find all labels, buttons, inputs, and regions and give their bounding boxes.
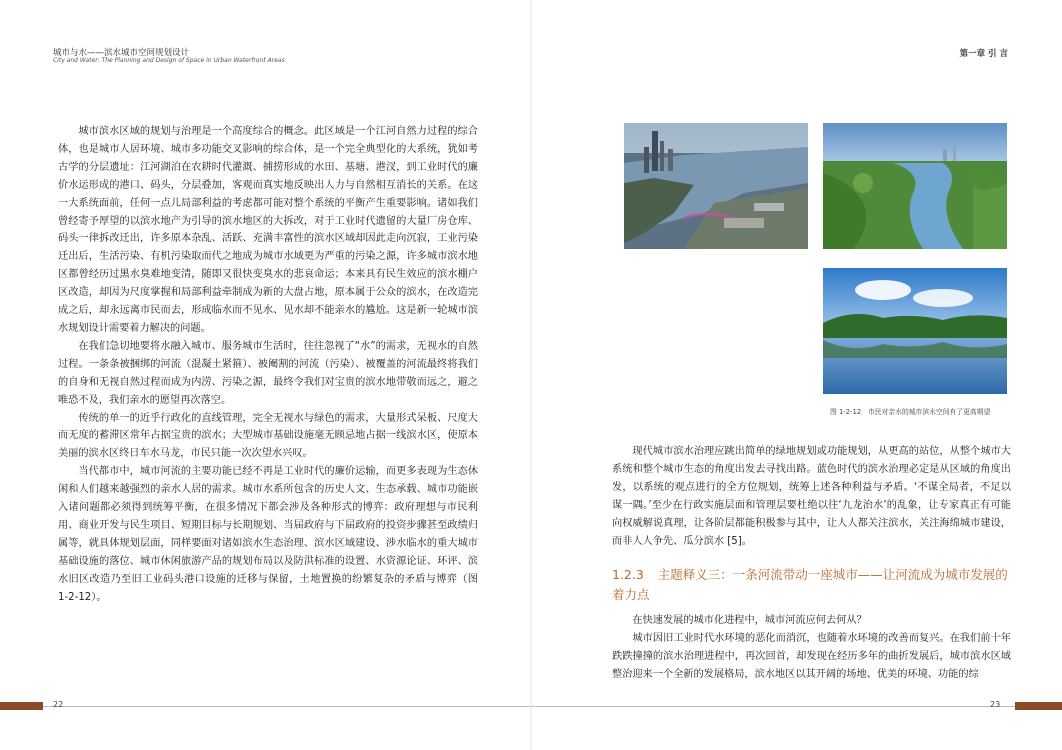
paragraph: 现代城市滨水治理应跳出简单的绿地规划或功能规划，从更高的站位，从整个城市大系统和整个城市生态的角度出发去寻找出路。蓝色时代的滨水治理必定是从区域的角度出发，以系统的观点进行的全方位规划，统筹上述各种利益与矛盾。‘不谋全局者，不足以谋一隅。’至少在行政实施层面和管理层要杜绝以往‘九龙治水’的乱象，让专家真正有可能向权威解说真理，让各阶层都能积极参与其中，让人人都关注滨水，关注海绵城市建设，而非人人争先、瓜分滨水 [5]。 bbox=[612, 446, 1011, 547]
section-number: 1.2.3 bbox=[612, 567, 644, 582]
page-number: 23 bbox=[990, 700, 1001, 709]
running-header-title: 城市与水——滨水城市空间规划设计 bbox=[53, 48, 190, 58]
footer-bar bbox=[1015, 702, 1062, 710]
paragraph: 在快速发展的城市化进程中，城市河流应何去何从？ bbox=[632, 615, 867, 626]
photo-green-river bbox=[823, 123, 1007, 249]
section-title: 主题释义三：一条河流带动一座城市——让河流成为城市发展的着力点 bbox=[612, 567, 1008, 602]
running-header-subtitle: City and Water: The Planning and Design of Space in Urban Waterfront Areas bbox=[53, 57, 285, 64]
paragraph: 城市因旧工业时代水环境的恶化而消沉，也随着水环境的改善而复兴。在我们前十年跌跌撞撞的滨水治理进程中，再次回首，却发现在经历多年的曲折发展后，城市滨水区域整治迎来一个全新的发展格局，滨水地区以其开阔的场地、优美的环境、功能的综 bbox=[612, 632, 1011, 680]
figure-caption: 图 1-2-12 市民对亲水的城市滨水空间有了更高期望 bbox=[830, 408, 991, 416]
photo-harbor-city bbox=[624, 123, 808, 249]
paragraph: 城市滨水区域的规划与治理是一个高度综合的概念。此区域是一个江河自然力过程的综合体，也是城市人居环境、城市多功能交叉影响的综合体，是一个完全典型化的大系统，犹如考古学的分层遗址：江河湖泊在农耕时代灌溉、捕捞形成的水田、基塘、港汊，到工业时代的廉价水运形成的港口、码头，分层叠加，客观而真实地反映出人力与自然相互消长的关系。在这一大系统面前，任何一点儿局部利益的考虑都可能对整个系统的平衡产生重要影响。诸如我们曾经寄予厚望的以滨水地产为引导的滨水地区的大拆改，对于工业时代遗留的大量厂房仓库、码头一律拆改迁出，许多原本杂乱、活跃、充满丰富性的滨水区域却因此走向沉寂，工业污染迁出后，生活污染、有机污染取而代之地成为城市水域更为严重的污染之源，许多城市滨水地区都曾经历过黑水臭难地变清，随即又很快变臭水的悲哀命运；本来具有民生效应的滨水棚户区改造，却因为尺度掌握和局部利益牵制成为新的大盘占地，原本属于公众的滨水，在改造完成之后，却永远离市民而去，形成临水而不见水、见水却不能亲水的尴尬。这是新一轮城市滨水规划设计需要着力解决的问题。 bbox=[58, 126, 478, 334]
footer-rule bbox=[531, 706, 1015, 707]
running-header-chapter: 第一章 引 言 bbox=[959, 49, 1008, 59]
section-heading bbox=[612, 565, 1011, 605]
footer-bar bbox=[0, 702, 43, 710]
right-body-text-top bbox=[612, 443, 1011, 550]
photo-lake-reflection bbox=[823, 268, 1007, 394]
left-body-text bbox=[58, 123, 478, 606]
paragraph: 传统的单一的近乎行政化的直线管理，完全无视水与绿色的需求，大量形式呆板、尺度大而无度的蓄滞区常年占据宝贵的滨水；大型城市基础设施毫无顾忌地占据一线滨水区，使原本美丽的滨水区终日车水马龙，市民只能一次次望水兴叹。 bbox=[58, 412, 478, 460]
right-body-text-bottom bbox=[612, 612, 1011, 684]
footer-rule bbox=[43, 706, 531, 707]
paragraph: 当代都市中，城市河流的主要功能已经不再是工业时代的廉价运输，而更多表现为生态休闲和人们越来越强烈的亲水人居的需求。城市水系所包含的历史人文、生态承载、城市功能嵌入诸问题都必须得到统筹平衡，在很多情况下都会涉及各种形式的博弈：政府理想与市民利用、商业开发与民生项目、短期目标与长期规划、当届政府与下届政府的投资步骤甚至政绩归属等，就具体规划层面，同样要面对诸如滨水生态治理、滨水区域建设、涉水临水的重大城市基础设施的落位、城市休闲旅游产品的规划布局以及防洪标准的设置、水资源论证、环评、滨水旧区改造乃至旧工业码头港口设施的迁移与保留，土地置换的纷繁复杂的矛盾与博弈（图 1-2-12）。 bbox=[58, 466, 478, 603]
page-number: 22 bbox=[53, 700, 64, 709]
paragraph: 在我们急切地要将水融入城市、服务城市生活时，往往忽视了“水”的需求，无视水的自然过程。一条条被捆绑的河流（混凝土紧箍）、被阉割的河流（污染）、被覆盖的河流最终将我们的自身和无视自然过程而成为内涝、污染之源，最终令我们对宝贵的滨水地带敬而远之，避之唯恐不及，我们亲水的愿望再次落空。 bbox=[58, 340, 478, 406]
